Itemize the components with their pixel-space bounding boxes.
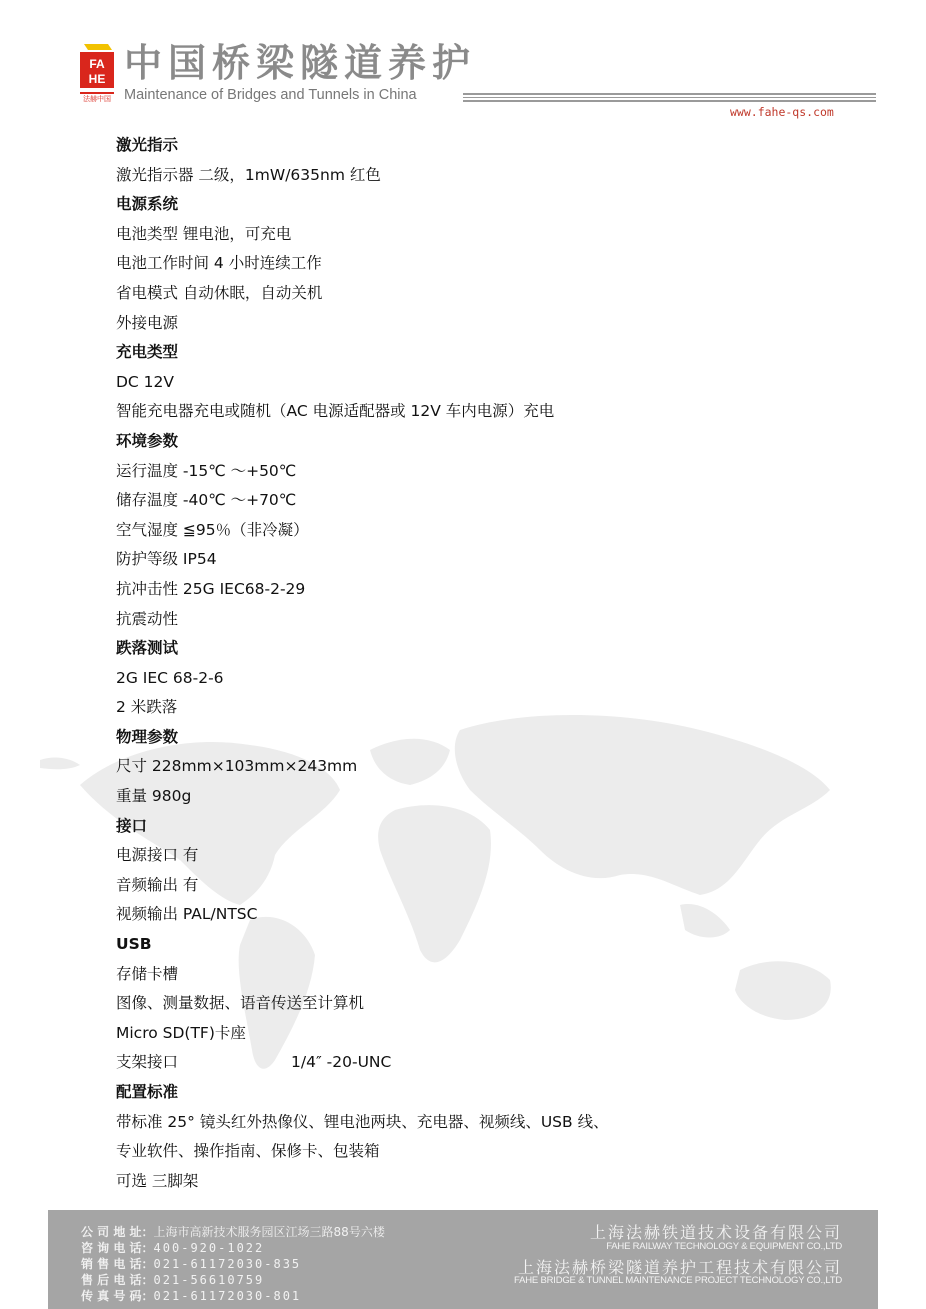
spec-line: 专业软件、操作指南、保修卡、包装箱: [116, 1142, 380, 1161]
mount-value: 1/4″ -20-UNC: [291, 1053, 392, 1072]
company-name-bridge-en: FAHE BRIDGE & TUNNEL MAINTENANCE PROJECT TECHNOLOGY CO.,LTD: [514, 1275, 842, 1286]
spec-line: 尺寸 228mm×103mm×243mm: [116, 757, 358, 776]
header-rule-top: [463, 93, 876, 95]
site-subtitle: Maintenance of Bridges and Tunnels in China: [124, 87, 417, 103]
company-name-bridge: 上海法赫桥梁隧道养护工程技术有限公司: [517, 1258, 842, 1277]
section-heading: 电源系统: [116, 195, 179, 214]
svg-text:HE: HE: [88, 72, 106, 86]
spec-line: 外接电源: [116, 313, 179, 332]
site-title: 中国桥梁隧道养护: [124, 41, 477, 85]
spec-line: 智能充电器充电或随机（AC 电源适配器或 12V 车内电源）充电: [116, 402, 555, 421]
spec-line: 省电模式 自动休眠，自动关机: [116, 283, 323, 302]
spec-line: 存储卡槽: [116, 964, 179, 983]
spec-line: 防护等级 IP54: [116, 550, 217, 569]
footer-sales-phone: 销 售 电 话：021-61172030-835: [81, 1257, 302, 1271]
spec-line: 电源接口 有: [116, 846, 199, 865]
section-heading: 跌落测试: [116, 639, 179, 658]
section-heading: 配置标准: [116, 1083, 179, 1101]
spec-line: 激光指示器 二级，1mW/635nm 红色: [116, 165, 381, 184]
spec-line: DC 12V: [116, 372, 175, 391]
page-footer: [48, 1210, 878, 1309]
spec-line: Micro SD(TF)卡座: [116, 1023, 246, 1042]
spec-line: 可选 三脚架: [116, 1171, 199, 1190]
spec-content: [116, 131, 856, 1196]
spec-line: 抗冲击性 25G IEC68-2-29: [116, 579, 306, 598]
spec-line: 音频输出 有: [116, 875, 199, 894]
section-heading: 激光指示: [116, 136, 179, 154]
spec-line: 2G IEC 68-2-6: [116, 668, 224, 687]
mount-label: 支架接口: [116, 1053, 179, 1072]
section-heading: 接口: [116, 816, 148, 835]
spec-line: 空气湿度 ≦95％（非冷凝）: [116, 520, 309, 539]
section-heading: 物理参数: [116, 727, 179, 746]
section-heading: 充电类型: [116, 343, 179, 362]
mount-line: [116, 1048, 856, 1078]
header-rule-bottom: [463, 100, 876, 102]
spec-line: 图像、测量数据、语音传送至计算机: [116, 994, 365, 1013]
spec-line: 电池工作时间 4 小时连续工作: [116, 254, 322, 273]
section-heading: 环境参数: [116, 431, 179, 450]
spec-line: 运行温度 -15℃ ～+50℃: [116, 461, 297, 480]
footer-consult-phone: 咨 询 电 话：400-920-1022: [81, 1241, 265, 1255]
spec-line: 视频输出 PAL/NTSC: [116, 905, 258, 924]
company-name-railway-en: FAHE RAILWAY TECHNOLOGY & EQUIPMENT CO.,LTD: [606, 1241, 842, 1252]
site-url: www.fahe-qs.com: [730, 105, 834, 119]
spec-line: 电池类型 锂电池，可充电: [116, 224, 292, 243]
spec-line: 2 米跌落: [116, 698, 178, 717]
footer-fax: 传 真 号 码：021-61172030-801: [81, 1289, 302, 1303]
section-heading: USB: [116, 935, 152, 954]
footer-address: 公 司 地 址：上海市高新技术服务园区江场三路88号六楼: [81, 1225, 385, 1239]
page-header: [0, 0, 926, 130]
company-name-railway: 上海法赫铁道技术设备有限公司: [589, 1223, 842, 1242]
svg-text:法赫中国: 法赫中国: [83, 95, 111, 102]
header-rule-mid: [463, 97, 876, 98]
spec-line: 带标准 25° 镜头红外热像仪、锂电池两块、充电器、视频线、USB 线、: [116, 1112, 609, 1131]
spec-line: 储存温度 -40℃ ～+70℃: [116, 491, 297, 510]
spec-line: 重量 980g: [116, 787, 192, 806]
svg-text:FA: FA: [89, 57, 105, 71]
footer-service-phone: 售 后 电 话：021-56610759: [81, 1273, 265, 1287]
spec-line: 抗震动性: [116, 609, 179, 628]
fahe-logo: [78, 42, 116, 102]
